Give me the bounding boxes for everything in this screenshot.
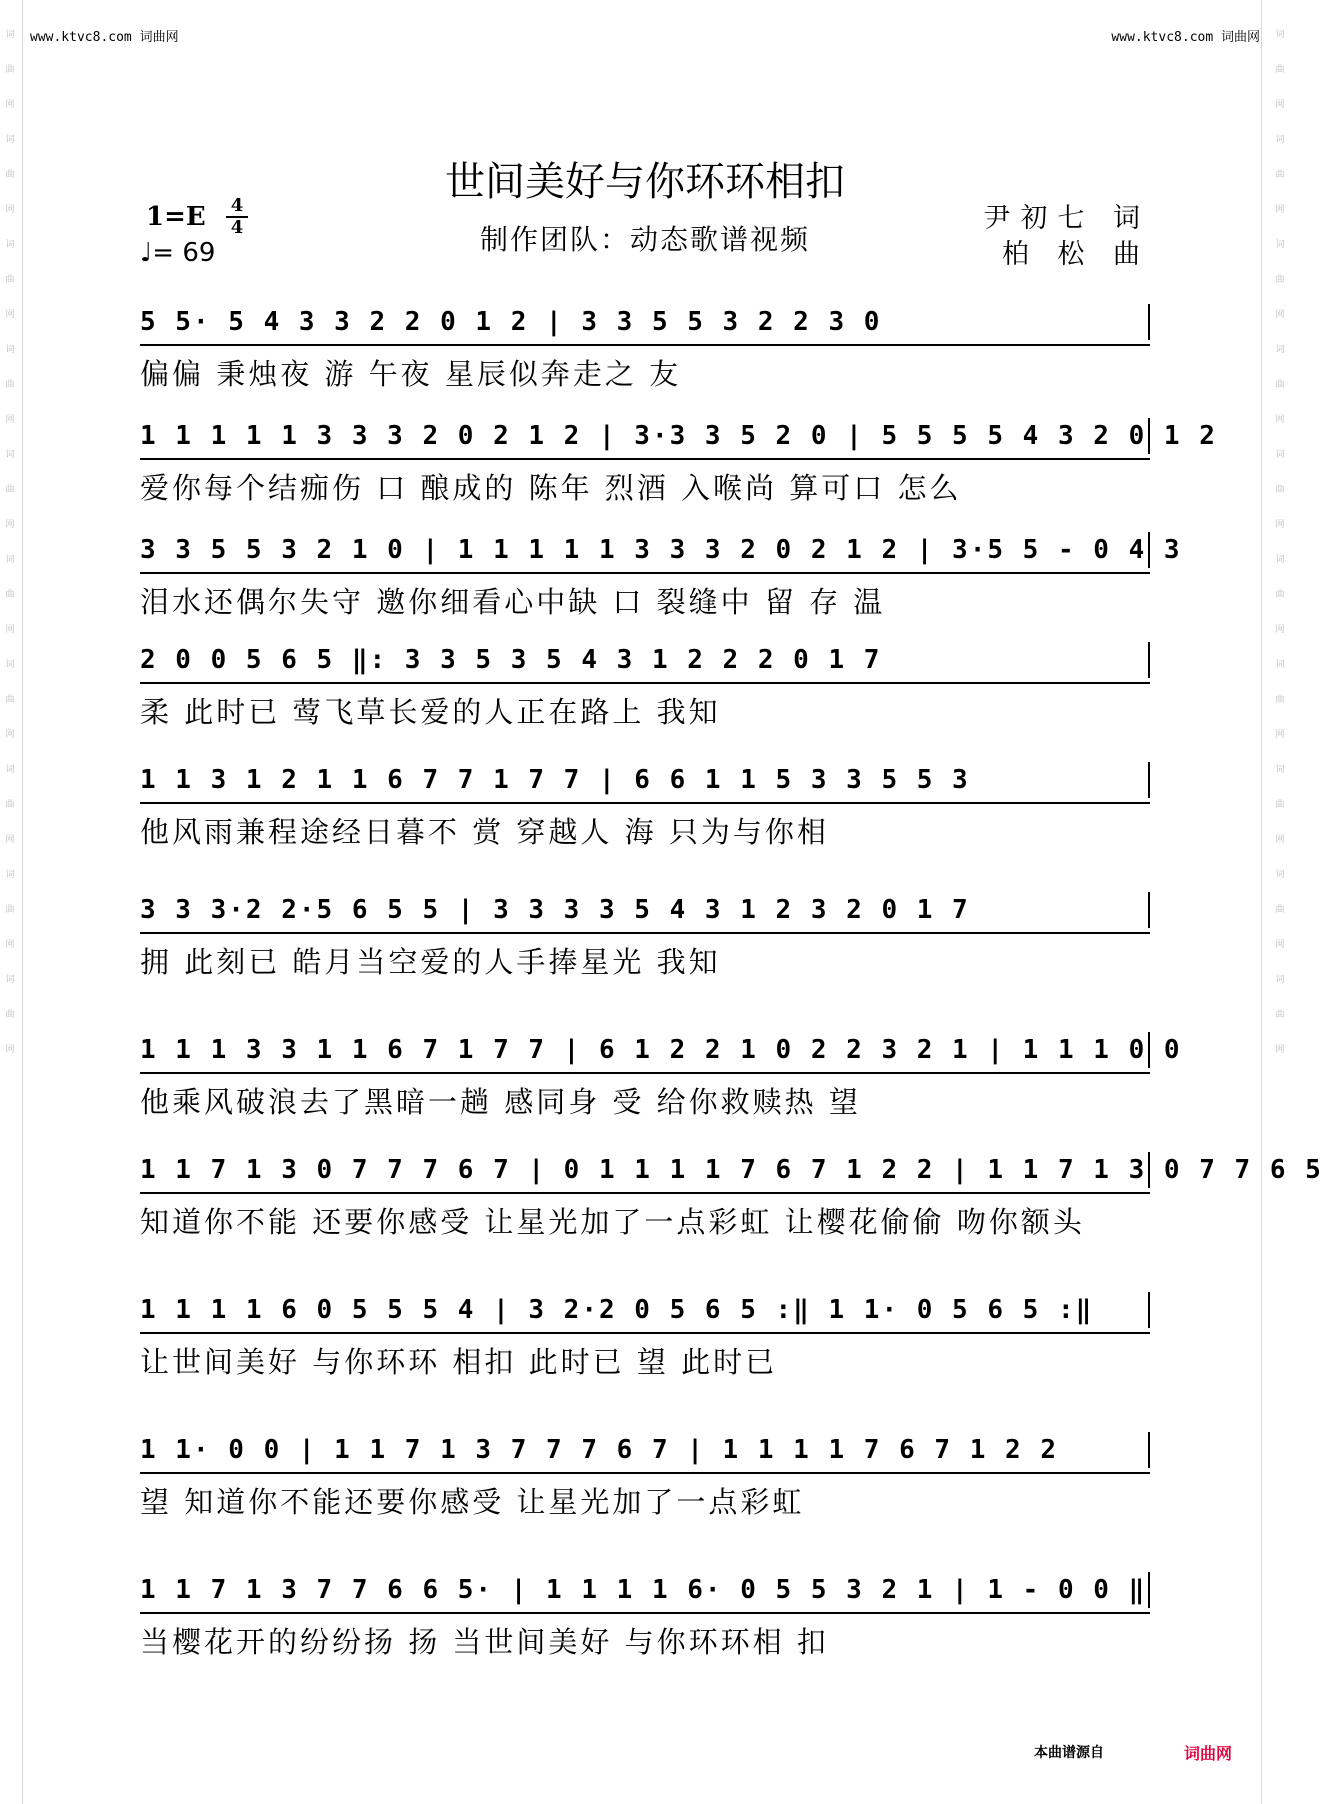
site-header-right: www.ktvc8.com 词曲网 [1111, 30, 1260, 45]
lyric-line: 知道你不能 还要你感受 让星光加了一点彩虹 让樱花偷偷 吻你额头 [140, 1205, 1085, 1239]
notation-line: 3 3 5 5 3 2 1 0 | 1 1 1 1 1 3 3 3 2 0 2 1 2 | 3·5 5 - 0 4 3 [140, 528, 1150, 574]
notation-line: 1 1· 0 0 | 1 1 7 1 3 7 7 7 6 7 | 1 1 1 1 7 6 7 1 2 2 [140, 1428, 1150, 1474]
notation-line: 1 1 3 1 2 1 1 6 7 7 1 7 7 | 6 6 1 1 5 3 3 5 5 3 [140, 758, 1150, 804]
lyric-line: 他风雨兼程途经日暮不 赏 穿越人 海 只为与你相 [140, 815, 829, 849]
notation-line: 1 1 7 1 3 7 7 6 6 5· | 1 1 1 1 6· 0 5 5 3 2 1 | 1 - 0 0 ‖ [140, 1568, 1150, 1614]
notation-line: 5 5· 5 4 3 3 2 2 0 1 2 | 3 3 5 5 3 2 2 3 0 [140, 300, 1150, 346]
notation-line: 1 1 1 1 1 3 3 3 2 0 2 1 2 | 3·3 3 5 2 0 | 5 5 5 5 4 3 2 0 1 2 [140, 414, 1150, 460]
tempo-marking: ♩= 69 [140, 238, 216, 268]
production-team: 制作团队：动态歌谱视频 [479, 223, 810, 256]
lyric-line: 望 知道你不能还要你感受 让星光加了一点彩虹 [140, 1485, 805, 1519]
lyric-line: 当樱花开的纷纷扬 扬 当世间美好 与你环环相 扣 [140, 1625, 829, 1659]
meter-top: 4 [230, 195, 244, 216]
lyric-line: 让世间美好 与你环环 相扣 此时已 望 此时已 [140, 1345, 778, 1379]
meter-bottom: 4 [230, 217, 244, 238]
lyric-line: 偏偏 秉烛夜 游 午夜 星辰似奔走之 友 [140, 357, 682, 391]
notation-line: 1 1 7 1 3 0 7 7 7 6 7 | 0 1 1 1 1 7 6 7 1 2 2 | 1 1 7 1 3 0 7 7 6 5 [140, 1148, 1150, 1194]
side-watermark-right: 词 曲 网 词 曲 网 词 曲 网 词 曲 网 词 曲 网 词 曲 网 词 曲 网 词 曲 网 词 曲 网 词 曲 网 [1275, 30, 1285, 1055]
lyric-line: 他乘风破浪去了黑暗一趟 感同身 受 给你救赎热 望 [140, 1085, 861, 1119]
site-header-left: www.ktvc8.com 词曲网 [30, 30, 179, 45]
notation-line: 2 0 0 5 6 5 ‖: 3 3 5 3 5 4 3 1 2 2 2 0 1 7 [140, 638, 1150, 684]
song-title: 世间美好与你环环相扣 [445, 159, 845, 205]
side-watermark-left: 词 曲 网 词 曲 网 词 曲 网 词 曲 网 词 曲 网 词 曲 网 词 曲 网 词 曲 网 词 曲 网 词 曲 网 [5, 30, 15, 1055]
lyric-line: 柔 此时已 莺飞草长爱的人正在路上 我知 [140, 695, 721, 729]
footer-brand[interactable]: 词曲网 [1183, 1744, 1232, 1763]
lyric-line: 爱你每个结痂伤 口 酿成的 陈年 烈酒 入喉尚 算可口 怎么 [140, 471, 962, 505]
time-signature [226, 197, 248, 237]
notation-line: 3 3 3·2 2·5 6 5 5 | 3 3 3 3 5 4 3 1 2 3 2 0 1 7 [140, 888, 1150, 934]
lyric-line: 泪水还偶尔失守 邀你细看心中缺 口 裂缝中 留 存 温 [140, 585, 886, 619]
notation-line: 1 1 1 3 3 1 1 6 7 1 7 7 | 6 1 2 2 1 0 2 2 3 2 1 | 1 1 1 0 0 [140, 1028, 1150, 1074]
lyricist-credit: 尹初七 词 [983, 203, 1150, 234]
key-signature: 1=E [146, 202, 206, 232]
lyric-line: 拥 此刻已 皓月当空爱的人手捧星光 我知 [140, 945, 721, 979]
notation-line: 1 1 1 1 6 0 5 5 5 4 | 3 2·2 0 5 6 5 :‖ 1 1· 0 5 6 5 :‖ [140, 1288, 1150, 1334]
footer-source: 本曲谱源自 [1034, 1745, 1104, 1761]
composer-credit: 柏 松 曲 [1001, 239, 1150, 270]
